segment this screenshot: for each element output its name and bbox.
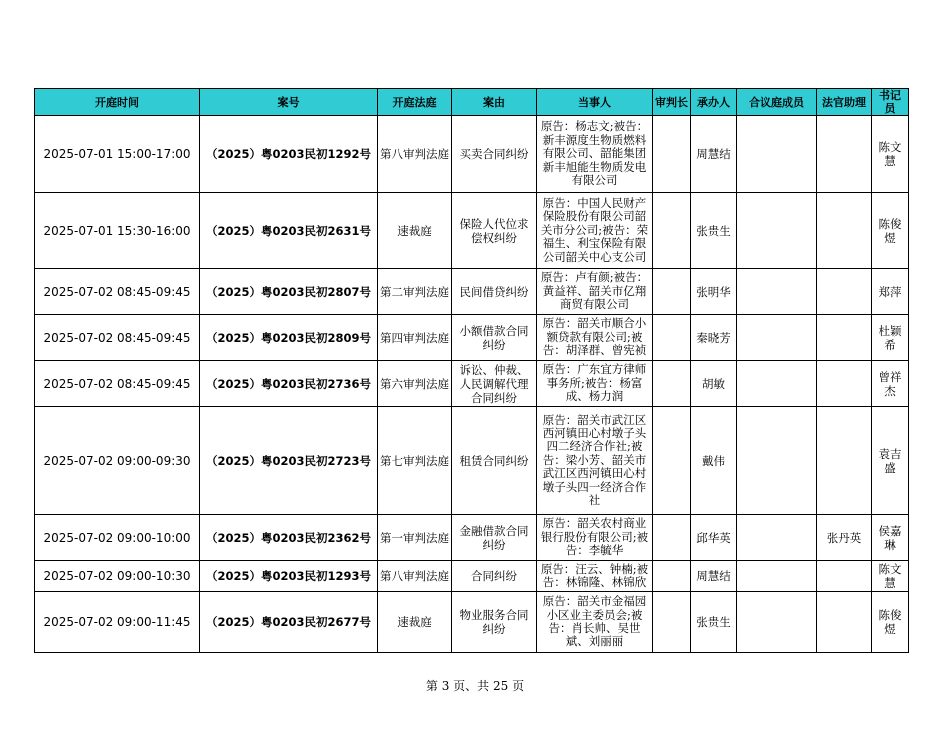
cell-time: 2025-07-01 15:00-17:00 <box>35 116 200 193</box>
cell-case-no: （2025）粤0203民初1293号 <box>200 561 378 592</box>
cell-time: 2025-07-02 08:45-09:45 <box>35 269 200 315</box>
cell-reason: 民间借贷纠纷 <box>452 269 537 315</box>
table-row <box>35 193 909 269</box>
cell-parties: 原告：韶关市金福园小区业主委员会;被告：肖长帅、吴世斌、刘丽丽 <box>537 592 653 653</box>
cell-handler: 周慧结 <box>691 116 737 193</box>
table-row <box>35 561 909 592</box>
cell-chief-judge <box>653 515 691 561</box>
cell-clerk: 陈文慧 <box>872 561 909 592</box>
table-row <box>35 116 909 193</box>
cell-parties: 原告：韶关市武江区西河镇田心村墩子头四二经济合作社;被告：梁小芳、韶关市武江区西河镇田心村墩子头四一经济合作社 <box>537 407 653 515</box>
cell-panel <box>737 361 817 407</box>
cell-panel <box>737 561 817 592</box>
header-clerk: 书记员 <box>872 89 909 116</box>
table-row <box>35 407 909 515</box>
cell-clerk: 侯嘉琳 <box>872 515 909 561</box>
cell-time: 2025-07-02 09:00-10:30 <box>35 561 200 592</box>
header-chief-judge: 审判长 <box>653 89 691 116</box>
cell-handler: 邱华英 <box>691 515 737 561</box>
cell-assistant <box>817 315 872 361</box>
table-header-row <box>35 89 909 116</box>
cell-time: 2025-07-02 09:00-10:00 <box>35 515 200 561</box>
cell-chief-judge <box>653 269 691 315</box>
hearing-schedule-table <box>34 88 909 653</box>
cell-panel <box>737 315 817 361</box>
cell-reason: 租赁合同纠纷 <box>452 407 537 515</box>
cell-panel <box>737 269 817 315</box>
cell-chief-judge <box>653 592 691 653</box>
page-number: 第 3 页、共 25 页 <box>425 679 525 693</box>
cell-time: 2025-07-02 09:00-11:45 <box>35 592 200 653</box>
cell-parties: 原告：中国人民财产保险股份有限公司韶关市分公司;被告：荣福生、利宝保险有限公司韶关中心支公司 <box>537 193 653 269</box>
cell-handler: 张贵生 <box>691 193 737 269</box>
cell-parties: 原告：广东宜方律师事务所;被告：杨富成、杨力润 <box>537 361 653 407</box>
cell-court: 第六审判法庭 <box>378 361 452 407</box>
cell-court: 第二审判法庭 <box>378 269 452 315</box>
cell-reason: 小额借款合同纠纷 <box>452 315 537 361</box>
cell-clerk: 曾祥杰 <box>872 361 909 407</box>
cell-parties: 原告：汪云、钟楠;被告：林锦隆、林锦欣 <box>537 561 653 592</box>
cell-handler: 戴伟 <box>691 407 737 515</box>
cell-chief-judge <box>653 193 691 269</box>
cell-clerk: 陈文慧 <box>872 116 909 193</box>
cell-assistant <box>817 269 872 315</box>
cell-time: 2025-07-02 08:45-09:45 <box>35 315 200 361</box>
cell-chief-judge <box>653 116 691 193</box>
cell-panel <box>737 193 817 269</box>
cell-time: 2025-07-02 08:45-09:45 <box>35 361 200 407</box>
cell-clerk: 陈俊煜 <box>872 592 909 653</box>
cell-reason: 保险人代位求偿权纠纷 <box>452 193 537 269</box>
cell-chief-judge <box>653 315 691 361</box>
cell-case-no: （2025）粤0203民初2807号 <box>200 269 378 315</box>
header-reason: 案由 <box>452 89 537 116</box>
cell-handler: 胡敏 <box>691 361 737 407</box>
cell-case-no: （2025）粤0203民初2631号 <box>200 193 378 269</box>
cell-parties: 原告：韶关农村商业银行股份有限公司;被告：李毓华 <box>537 515 653 561</box>
cell-clerk: 郑萍 <box>872 269 909 315</box>
header-case-no: 案号 <box>200 89 378 116</box>
table-row <box>35 269 909 315</box>
cell-parties: 原告：韶关市顺合小额贷款有限公司;被告：胡泽群、曾宪祯 <box>537 315 653 361</box>
table-row <box>35 315 909 361</box>
cell-panel <box>737 515 817 561</box>
cell-reason: 物业服务合同纠纷 <box>452 592 537 653</box>
cell-assistant <box>817 361 872 407</box>
cell-court: 第八审判法庭 <box>378 561 452 592</box>
cell-court: 第一审判法庭 <box>378 515 452 561</box>
cell-court: 第七审判法庭 <box>378 407 452 515</box>
cell-case-no: （2025）粤0203民初2677号 <box>200 592 378 653</box>
cell-clerk: 陈俊煜 <box>872 193 909 269</box>
cell-case-no: （2025）粤0203民初2809号 <box>200 315 378 361</box>
cell-handler: 周慧结 <box>691 561 737 592</box>
cell-chief-judge <box>653 561 691 592</box>
cell-handler: 张贵生 <box>691 592 737 653</box>
cell-time: 2025-07-02 09:00-09:30 <box>35 407 200 515</box>
cell-court: 速裁庭 <box>378 193 452 269</box>
cell-assistant <box>817 561 872 592</box>
cell-court: 第四审判法庭 <box>378 315 452 361</box>
cell-court: 第八审判法庭 <box>378 116 452 193</box>
cell-clerk: 袁吉盛 <box>872 407 909 515</box>
cell-panel <box>737 592 817 653</box>
header-time: 开庭时间 <box>35 89 200 116</box>
cell-assistant <box>817 193 872 269</box>
cell-case-no: （2025）粤0203民初2723号 <box>200 407 378 515</box>
cell-panel <box>737 407 817 515</box>
cell-assistant: 张丹英 <box>817 515 872 561</box>
header-parties: 当事人 <box>537 89 653 116</box>
cell-parties: 原告：杨志文;被告：新丰源度生物质燃料有限公司、韶能集团新丰旭能生物质发电有限公司 <box>537 116 653 193</box>
cell-court: 速裁庭 <box>378 592 452 653</box>
cell-reason: 买卖合同纠纷 <box>452 116 537 193</box>
cell-case-no: （2025）粤0203民初2736号 <box>200 361 378 407</box>
header-panel: 合议庭成员 <box>737 89 817 116</box>
cell-parties: 原告：卢有颜;被告：黄益祥、韶关市亿翔商贸有限公司 <box>537 269 653 315</box>
table-row <box>35 515 909 561</box>
table-row <box>35 361 909 407</box>
cell-handler: 张明华 <box>691 269 737 315</box>
cell-reason: 诉讼、仲裁、人民调解代理合同纠纷 <box>452 361 537 407</box>
cell-assistant <box>817 592 872 653</box>
cell-chief-judge <box>653 407 691 515</box>
cell-clerk: 杜颖希 <box>872 315 909 361</box>
cell-reason: 金融借款合同纠纷 <box>452 515 537 561</box>
cell-handler: 秦晓芳 <box>691 315 737 361</box>
cell-case-no: （2025）粤0203民初1292号 <box>200 116 378 193</box>
table-row <box>35 592 909 653</box>
cell-time: 2025-07-01 15:30-16:00 <box>35 193 200 269</box>
header-court: 开庭法庭 <box>378 89 452 116</box>
header-assistant: 法官助理 <box>817 89 872 116</box>
cell-reason: 合同纠纷 <box>452 561 537 592</box>
cell-panel <box>737 116 817 193</box>
cell-assistant <box>817 116 872 193</box>
cell-chief-judge <box>653 361 691 407</box>
cell-case-no: （2025）粤0203民初2362号 <box>200 515 378 561</box>
header-handler: 承办人 <box>691 89 737 116</box>
cell-assistant <box>817 407 872 515</box>
